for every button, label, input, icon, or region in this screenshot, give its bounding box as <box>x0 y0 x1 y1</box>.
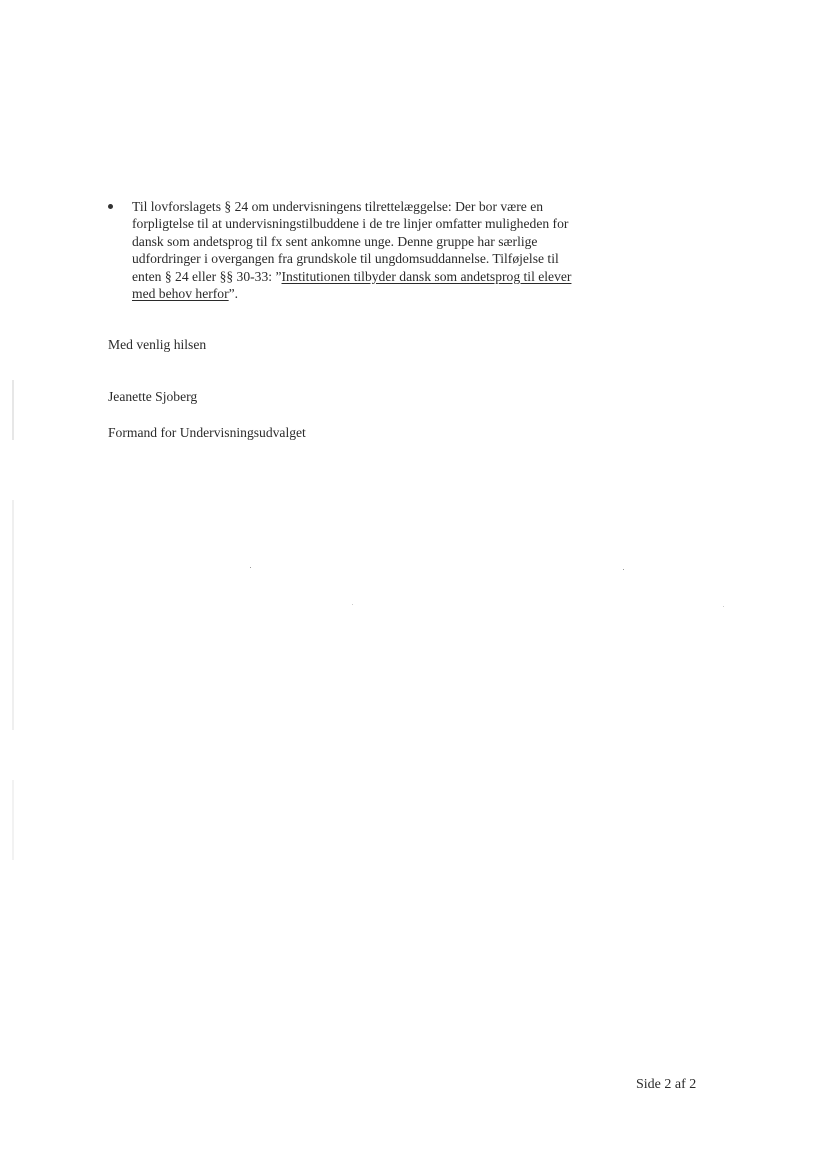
bullet-main-text: Til lovforslagets § 24 om undervisningens tilrettelæggelse: Der bor være en forpligtelse til at undervisningstilbuddene i de tre linjer omfatter muligheden for dansk som andetsprog til fx sent ankomne unge. Denne gruppe har særlige udfordringer i overgangen fra grundskole til ungdomsuddannelse. Tilføjelse til enten § 24 eller §§ 30-33: ” <box>132 199 569 284</box>
scan-speck <box>623 569 624 570</box>
scan-speck <box>723 606 724 607</box>
bullet-paragraph <box>132 198 588 302</box>
bullet-item <box>108 198 588 302</box>
signer-title: Formand for Undervisningsudvalget <box>108 425 306 440</box>
scan-speck <box>352 604 353 605</box>
scan-speck <box>250 567 251 568</box>
bullet-list <box>108 198 588 302</box>
scan-edge-shadow <box>12 500 14 730</box>
signer-name: Jeanette Sjoberg <box>108 389 198 404</box>
page-number: Side 2 af 2 <box>636 1077 697 1092</box>
closing-greeting: Med venlig hilsen <box>108 337 207 352</box>
scan-edge-shadow <box>12 780 14 860</box>
bullet-tail: ”. <box>228 286 239 302</box>
scan-edge-shadow <box>12 380 14 440</box>
proposed-wording: Institutionen tilbyder dansk som andetsprog til elever med behov herfor <box>132 268 572 302</box>
bullet-icon <box>108 204 113 209</box>
